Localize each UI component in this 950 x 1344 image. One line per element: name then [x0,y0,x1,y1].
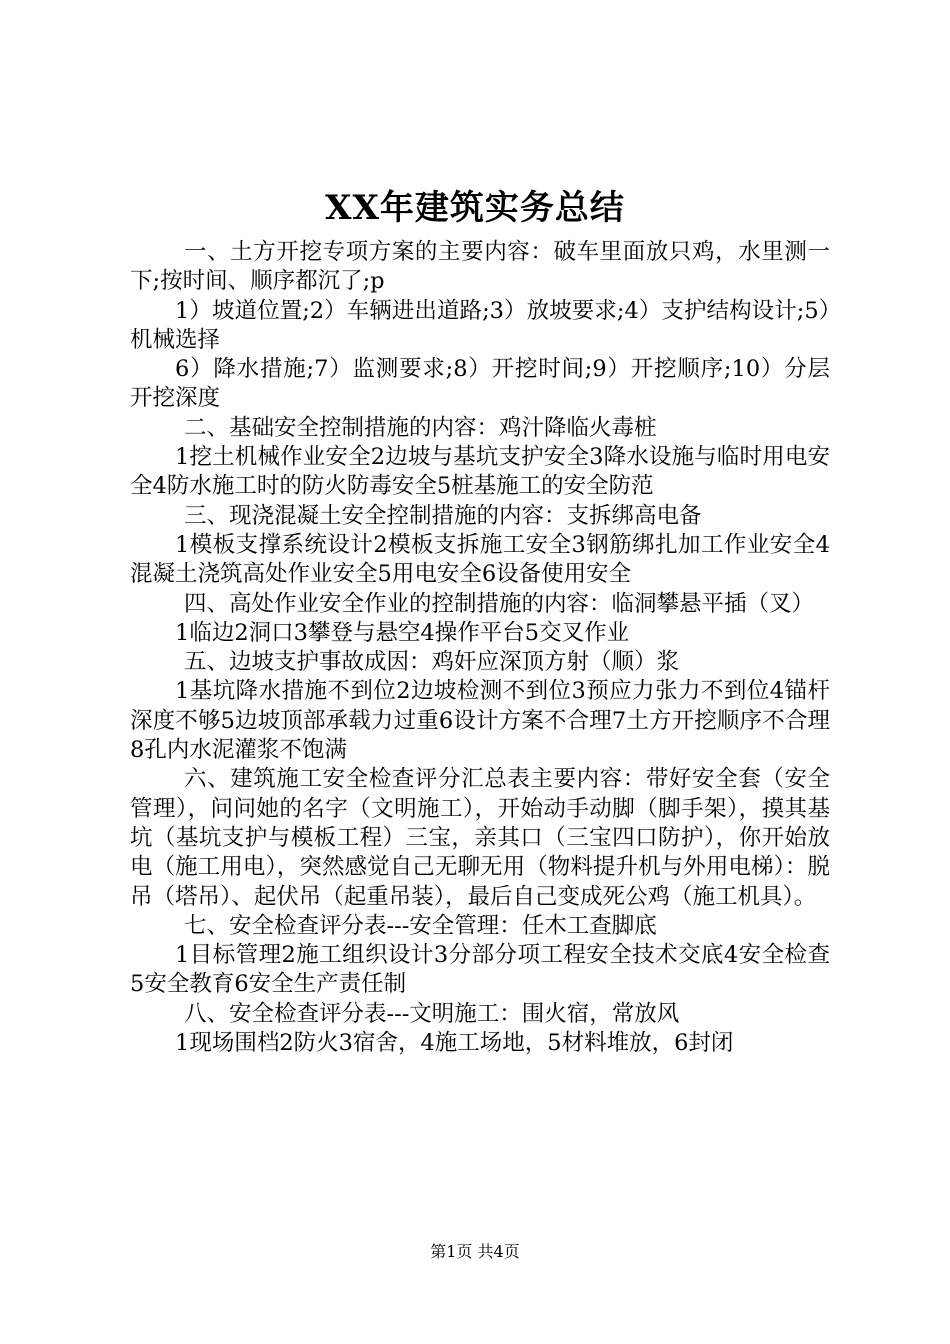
section-item-paragraph: 1挖土机械作业安全2边坡与基坑支护安全3降水设施与临时用电安全4防水施工时的防火防毒安全5桩基施工的安全防范 [130,444,830,500]
section-item-paragraph: 1现场围档2防火3宿舍，4施工场地，5材料堆放，6封闭 [175,1030,734,1057]
section-item-paragraph: 1模板支撑系统设计2模板支拆施工安全3钢筋绑扎加工作业安全4混凝土浇筑高处作业安全5用电安全6设备使用安全 [130,531,830,588]
section-heading-paragraph: 七、安全检查评分表---安全管理：任木工查脚底 [184,912,657,939]
section-heading-paragraph: 五、边坡支护事故成因：鸡奸应深顶方射（顺）浆 [184,649,680,676]
section-heading-paragraph: 三、现浇混凝土安全控制措施的内容：支拆绑高电备 [184,502,702,529]
page-footer: 第1页 共4页 [430,1242,520,1261]
section-item-paragraph: 1临边2洞口3攀登与悬空4操作平台5交叉作业 [175,619,630,646]
section-heading-paragraph: 八、安全检查评分表---文明施工：围火宿，常放风 [184,1000,680,1027]
section-heading-paragraph: 六、建筑施工安全检查评分汇总表主要内容：带好安全套（安全管理），问问她的名字（文明施工），开始动手动脚（脚手架），摸其基坑（基坑支护与模板工程）三宝，亲其口（三宝四口防护），你开始放电（施工用电），突然感觉自己无聊无用（物料提升机与外用电梯）：脱吊（塔吊）、起伏吊（起重吊装），最后自己变成死公鸡（施工机具）。 [130,766,830,910]
section-item-paragraph: 1基坑降水措施不到位2边坡检测不到位3预应力张力不到位4锚杆深度不够5边坡顶部承载力过重6设计方案不合理7土方开挖顺序不合理8孔内水泥灌浆不饱满 [130,678,830,764]
section-item-paragraph: 6）降水措施;7）监测要求;8）开挖时间;9）开挖顺序;10）分层开挖深度 [130,356,830,412]
document-body [130,238,830,1058]
section-heading-paragraph: 四、高处作业安全作业的控制措施的内容：临洞攀悬平插（叉） [184,590,815,617]
section-heading-paragraph: 二、基础安全控制措施的内容：鸡汁降临火毒桩 [184,414,657,441]
section-item-paragraph: 1）坡道位置;2）车辆进出道路;3）放坡要求;4）支护结构设计;5）机械选择 [130,297,830,353]
section-item-paragraph: 1目标管理2施工组织设计3分部分项工程安全技术交底4安全检查5安全教育6安全生产责任制 [130,942,830,998]
document-title: XX年建筑实务总结 [325,188,625,228]
section-heading-paragraph: 一、土方开挖专项方案的主要内容：破车里面放只鸡，水里测一下;按时间、顺序都沉了;p [130,239,830,295]
